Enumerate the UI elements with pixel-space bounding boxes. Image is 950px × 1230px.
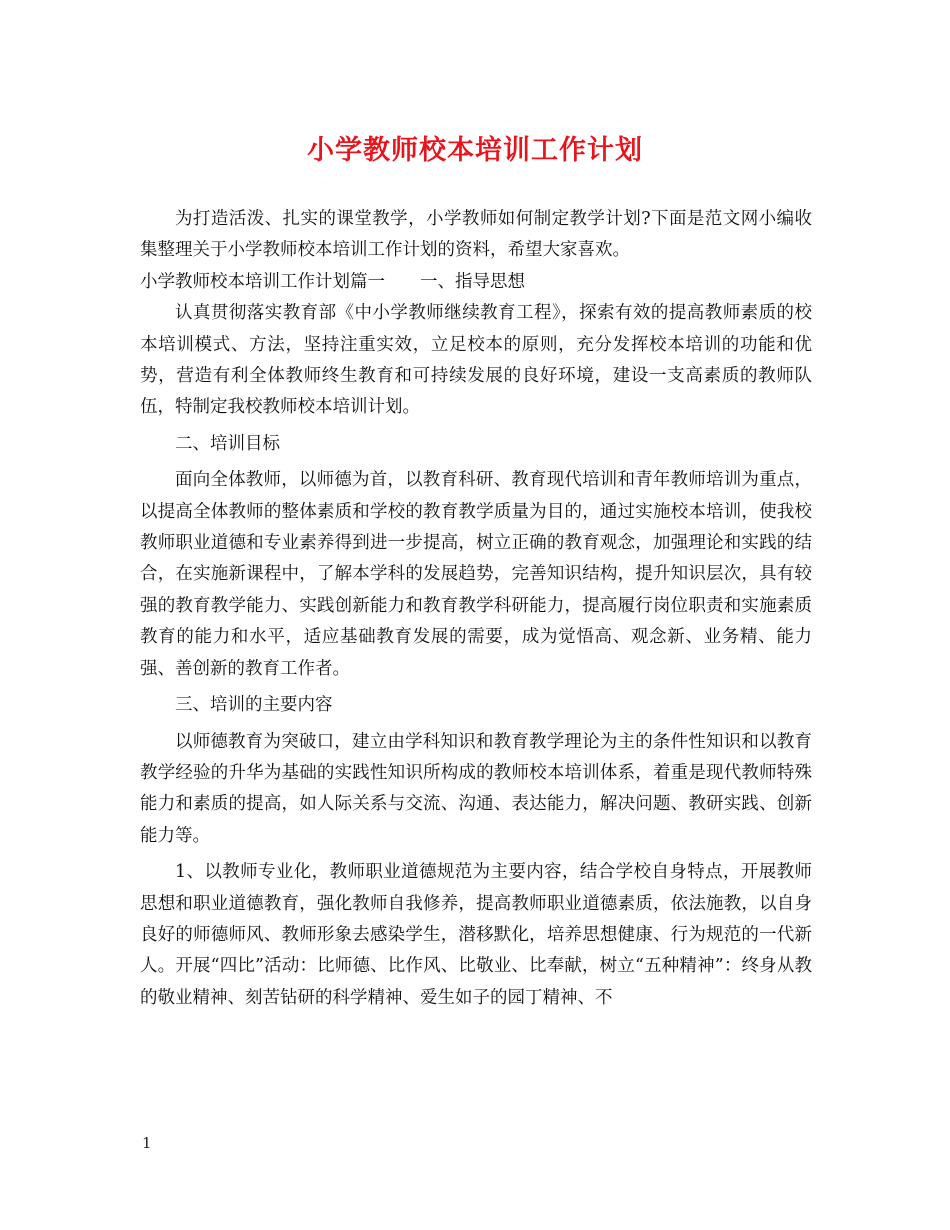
intro-paragraph: 为打造活泼、扎实的课堂教学，小学教师如何制定教学计划?下面是范文网小编收集整理关于小学教师校本培训工作计划的资料，希望大家喜欢。 — [140, 209, 812, 261]
training-content-heading: 三、培训的主要内容 — [175, 695, 333, 716]
page-number: 1 — [142, 1134, 152, 1152]
training-content-paragraph: 以师德教育为突破口，建立由学科知识和教育教学理论为主的条件性知识和以教育教学经验的升华为基础的实践性知识所构成的教师校本培训体系，着重是现代教师特殊能力和素质的提高，如人际关系与交流、沟通、表达能力，解决问题、教研实践、创新能力等。 — [140, 731, 812, 846]
section-heading-line: 小学教师校本培训工作计划篇一 一、指导思想 — [140, 271, 525, 292]
item-1-paragraph: 1、以教师专业化，教师职业道德规范为主要内容，结合学校自身特点，开展教师思想和职业道德教育，强化教师自我修养，提高教师职业道德素质，依法施教，以自身良好的师德师风、教师形象去感染学生，潜移默化，培养思想健康、行为规范的一代新人。开展“四比”活动：比师德、比作风、比敬业、比奉献，树立“五种精神”：终身从教的敬业精神、刻苦钻研的科学精神、爱生如子的园丁精神、不 — [140, 862, 812, 1008]
training-goals-paragraph: 面向全体教师，以师德为首，以教育科研、教育现代培训和青年教师培训为重点，以提高全体教师的整体素质和学校的教育教学质量为目的，通过实施校本培训，使我校教师职业道德和专业素养得到进一步提高，树立正确的教育观念，加强理论和实践的结合，在实施新课程中，了解本学科的发展趋势，完善知识结构，提升知识层次，具有较强的教育教学能力、实践创新能力和教育教学科研能力，提高履行岗位职责和实施素质教育的能力和水平，适应基础教育发展的需要，成为觉悟高、观念新、业务精、能力强、善创新的教育工作者。 — [140, 470, 812, 679]
document-title: 小学教师校本培训工作计划 — [307, 135, 643, 166]
guiding-ideology-paragraph: 认真贯彻落实教育部《中小学教师继续教育工程》，探索有效的提高教师素质的校本培训模式、方法，坚持注重实效，立足校本的原则，充分发挥校本培训的功能和优势，营造有利全体教师终生教育和可持续发展的良好环境，建设一支高素质的教师队伍，特制定我校教师校本培训计划。 — [140, 303, 812, 418]
document-body — [140, 204, 812, 1014]
training-goals-heading: 二、培训目标 — [175, 433, 280, 454]
